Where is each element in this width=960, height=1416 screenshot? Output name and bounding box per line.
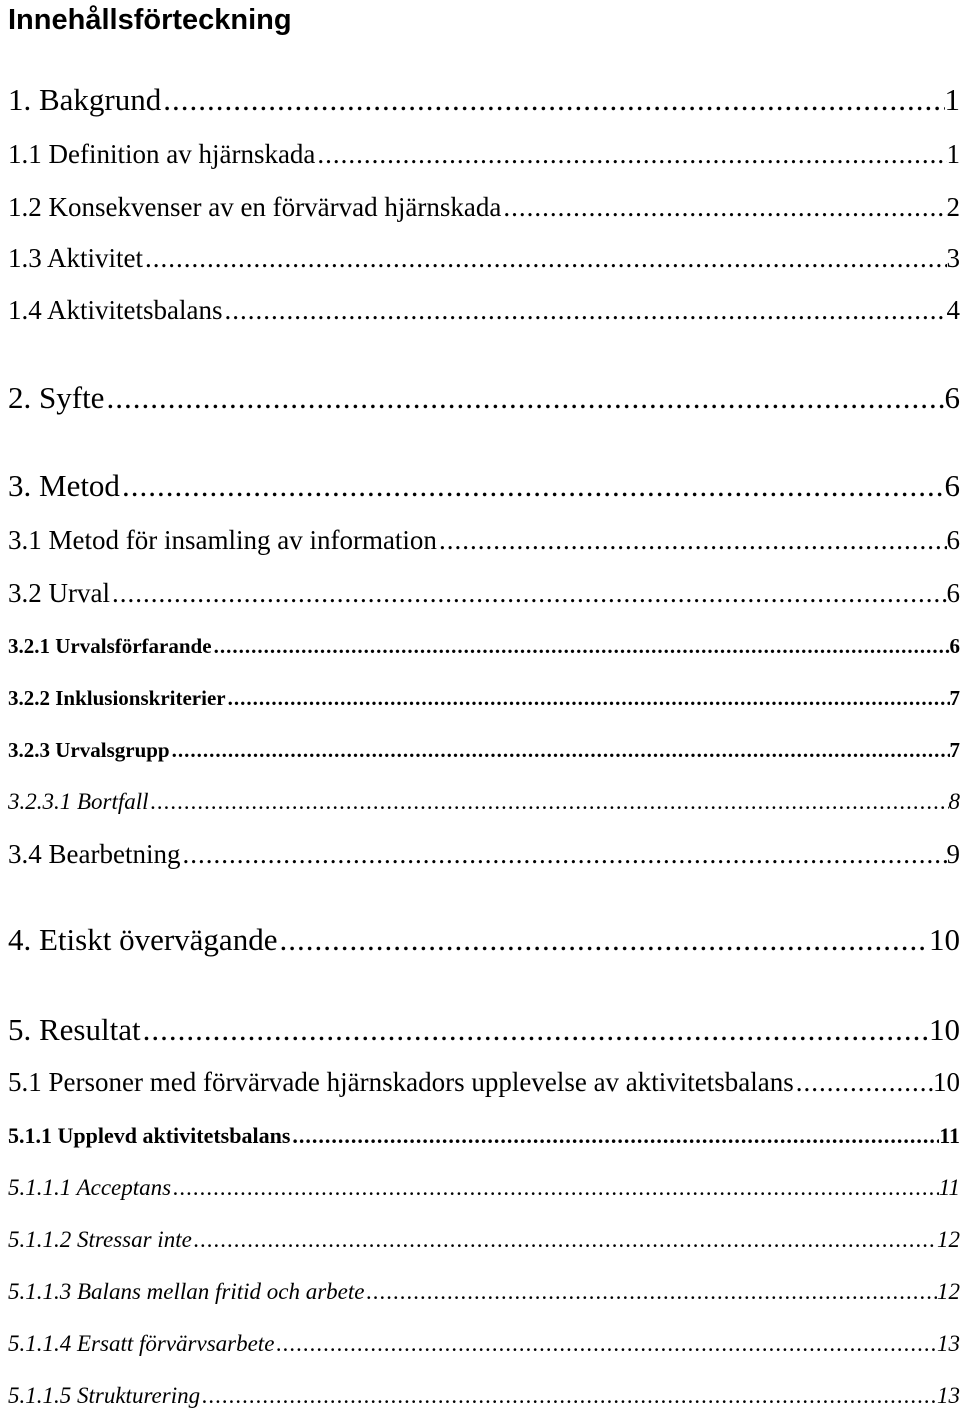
toc-page-number: 6 bbox=[944, 380, 960, 415]
toc-page-number: 10 bbox=[933, 1067, 960, 1097]
toc-page-number: 4 bbox=[946, 295, 960, 325]
toc-leader-dots bbox=[315, 136, 946, 172]
toc-entry-title: 5. Resultat bbox=[8, 1012, 141, 1047]
toc-leader-dots bbox=[170, 732, 950, 768]
toc-entry-title: 5.1.1 Upplevd aktivitetsbalans bbox=[8, 1123, 291, 1148]
toc-entry-title: 3.4 Bearbetning bbox=[8, 839, 181, 869]
toc-entry[interactable] bbox=[8, 240, 960, 276]
toc-entry[interactable] bbox=[8, 189, 960, 225]
toc-leader-dots bbox=[171, 1172, 939, 1204]
toc-leader-dots bbox=[222, 292, 946, 328]
toc-entry[interactable] bbox=[8, 1120, 960, 1152]
toc-leader-dots bbox=[110, 575, 947, 611]
toc-page-number: 12 bbox=[937, 1279, 960, 1304]
toc-page-number: 8 bbox=[948, 789, 960, 814]
toc-entry[interactable] bbox=[8, 920, 960, 960]
toc-entry-title: 1. Bakgrund bbox=[8, 82, 162, 117]
toc-entry[interactable] bbox=[8, 1172, 960, 1204]
toc-page-number: 6 bbox=[946, 525, 960, 555]
toc-leader-dots bbox=[437, 522, 947, 558]
toc-leader-dots bbox=[364, 1276, 937, 1308]
toc-leader-dots bbox=[794, 1064, 933, 1100]
toc-entry[interactable] bbox=[8, 1380, 960, 1412]
toc-entry-title: 3.2.3 Urvalsgrupp bbox=[8, 738, 170, 762]
toc-leader-dots bbox=[104, 378, 944, 418]
toc-entry-title: 4. Etiskt övervägande bbox=[8, 922, 278, 957]
toc-leader-dots bbox=[212, 628, 950, 664]
toc-leader-dots bbox=[120, 466, 945, 506]
toc-entry-title: 2. Syfte bbox=[8, 380, 105, 415]
toc-leader-dots bbox=[149, 786, 949, 818]
toc-leader-dots bbox=[274, 1328, 937, 1360]
toc-entry-title: 5.1.1.3 Balans mellan fritid och arbete bbox=[8, 1279, 365, 1304]
toc-entry[interactable] bbox=[8, 1064, 960, 1100]
toc-entry[interactable] bbox=[8, 680, 960, 716]
toc-leader-dots bbox=[290, 1120, 939, 1152]
toc-entry[interactable] bbox=[8, 575, 960, 611]
toc-entry-title: 5.1.1.4 Ersatt förvärvsarbete bbox=[8, 1331, 275, 1356]
toc-leader-dots bbox=[501, 189, 946, 225]
toc-entry[interactable] bbox=[8, 136, 960, 172]
toc-page-number: 2 bbox=[946, 192, 960, 222]
toc-page-number: 11 bbox=[939, 1123, 960, 1148]
toc-entry-title: 1.3 Aktivitet bbox=[8, 243, 143, 273]
toc-page-number: 12 bbox=[937, 1227, 960, 1252]
toc-entry[interactable] bbox=[8, 1010, 960, 1050]
toc-entry[interactable] bbox=[8, 80, 960, 120]
toc-page-number: 13 bbox=[937, 1383, 960, 1408]
toc-entry[interactable] bbox=[8, 786, 960, 818]
toc-leader-dots bbox=[143, 240, 947, 276]
toc-entry-title: 3.1 Metod för insamling av information bbox=[8, 525, 437, 555]
toc-entry[interactable] bbox=[8, 466, 960, 506]
toc-entry-title: 1.1 Definition av hjärnskada bbox=[8, 139, 316, 169]
toc-page-number: 10 bbox=[929, 922, 960, 957]
toc-page-number: 1 bbox=[946, 139, 960, 169]
toc-entry[interactable] bbox=[8, 522, 960, 558]
toc-page-number: 9 bbox=[946, 839, 960, 869]
toc-page-number: 6 bbox=[944, 468, 960, 503]
toc-entry-title: 5.1.1.1 Acceptans bbox=[8, 1175, 172, 1200]
toc-page-number: 6 bbox=[949, 634, 960, 658]
toc-entry-title: 5.1.1.5 Strukturering bbox=[8, 1383, 201, 1408]
toc-page-number: 7 bbox=[949, 686, 960, 710]
toc-leader-dots bbox=[192, 1224, 937, 1256]
toc-leader-dots bbox=[141, 1010, 929, 1050]
toc-leader-dots bbox=[180, 836, 946, 872]
toc-entry-title: 5.1.1.2 Stressar inte bbox=[8, 1227, 192, 1252]
toc-page-number: 13 bbox=[937, 1331, 960, 1356]
toc-leader-dots bbox=[200, 1380, 937, 1412]
page-title: Innehållsförteckning bbox=[8, 4, 292, 36]
toc-entry-title: 3.2.3.1 Bortfall bbox=[8, 789, 149, 814]
toc-entry[interactable] bbox=[8, 1328, 960, 1360]
toc-entry[interactable] bbox=[8, 628, 960, 664]
toc-leader-dots bbox=[161, 80, 944, 120]
toc-entry[interactable] bbox=[8, 378, 960, 418]
toc-entry[interactable] bbox=[8, 1276, 960, 1308]
toc-entry[interactable] bbox=[8, 732, 960, 768]
toc-page-number: 1 bbox=[944, 82, 960, 117]
toc-entry-title: 3.2.2 Inklusionskriterier bbox=[8, 686, 226, 710]
toc-leader-dots bbox=[226, 680, 950, 716]
toc-page-number: 11 bbox=[938, 1175, 960, 1200]
toc-page-number: 7 bbox=[949, 738, 960, 762]
toc-entry-title: 1.2 Konsekvenser av en förvärvad hjärnskada bbox=[8, 192, 502, 222]
toc-entry[interactable] bbox=[8, 836, 960, 872]
toc-entry-title: 3. Metod bbox=[8, 468, 120, 503]
toc-page-number: 3 bbox=[946, 243, 960, 273]
toc-entry[interactable] bbox=[8, 1224, 960, 1256]
toc-entry[interactable] bbox=[8, 292, 960, 328]
toc-leader-dots bbox=[277, 920, 929, 960]
toc-entry-title: 5.1 Personer med förvärvade hjärnskadors upplevelse av aktivitetsbalans bbox=[8, 1067, 794, 1097]
toc-entry-title: 1.4 Aktivitetsbalans bbox=[8, 295, 223, 325]
toc-page-number: 10 bbox=[929, 1012, 960, 1047]
toc-entry-title: 3.2.1 Urvalsförfarande bbox=[8, 634, 212, 658]
toc-page-number: 6 bbox=[946, 578, 960, 608]
toc-entry-title: 3.2 Urval bbox=[8, 578, 110, 608]
